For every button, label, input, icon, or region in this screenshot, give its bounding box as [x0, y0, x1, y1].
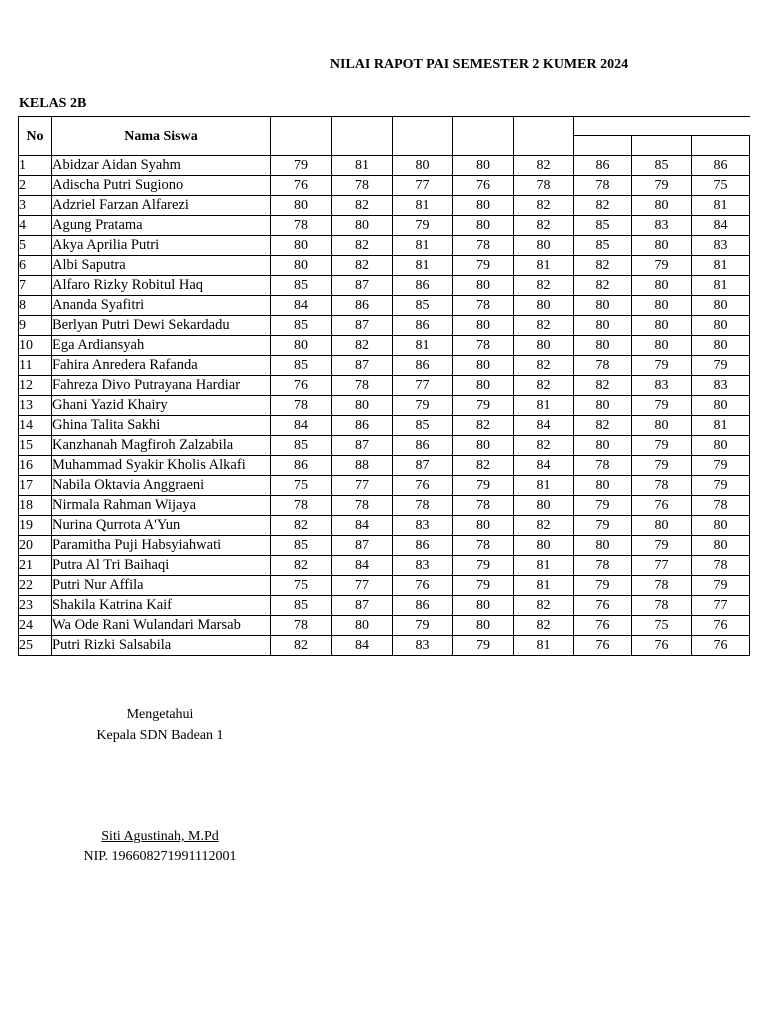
score-cell: 78: [453, 536, 514, 556]
table-row: [19, 196, 750, 216]
table-row: [19, 356, 750, 376]
score-cell: 79: [632, 436, 692, 456]
score-cell: 78: [574, 356, 632, 376]
table-row: [19, 156, 750, 176]
row-number: 15: [19, 436, 52, 456]
score-cell: 76: [692, 616, 750, 636]
score-cell: 79: [632, 256, 692, 276]
row-number: 5: [19, 236, 52, 256]
score-cell: 80: [453, 196, 514, 216]
row-number: 13: [19, 396, 52, 416]
student-name: Muhammad Syakir Kholis Alkafi: [52, 456, 271, 476]
student-name: Fahreza Divo Putrayana Hardiar: [52, 376, 271, 396]
score-cell: 82: [514, 316, 574, 336]
score-cell: 80: [632, 276, 692, 296]
score-cell: 76: [453, 176, 514, 196]
score-cell: 79: [574, 576, 632, 596]
header-empty-cell: [332, 117, 393, 156]
score-cell: 86: [393, 536, 453, 556]
score-cell: 85: [271, 436, 332, 456]
score-cell: 80: [692, 296, 750, 316]
table-row: [19, 376, 750, 396]
score-cell: 80: [632, 236, 692, 256]
score-cell: 81: [393, 256, 453, 276]
row-number: 17: [19, 476, 52, 496]
score-cell: 78: [453, 496, 514, 516]
row-number: 11: [19, 356, 52, 376]
score-cell: 79: [453, 636, 514, 656]
score-cell: 85: [271, 596, 332, 616]
score-cell: 86: [393, 276, 453, 296]
score-cell: 86: [574, 156, 632, 176]
signature-position: Kepala SDN Badean 1: [96, 728, 224, 743]
score-cell: 82: [514, 516, 574, 536]
score-cell: 80: [453, 276, 514, 296]
score-cell: 78: [632, 596, 692, 616]
score-cell: 79: [574, 516, 632, 536]
score-cell: 82: [514, 356, 574, 376]
score-cell: 77: [332, 576, 393, 596]
score-cell: 78: [453, 236, 514, 256]
row-number: 9: [19, 316, 52, 336]
signature-acknowledged: Mengetahui: [126, 707, 194, 722]
score-cell: 82: [574, 196, 632, 216]
score-cell: 82: [514, 376, 574, 396]
signature-name: Siti Agustinah, M.Pd: [101, 829, 219, 844]
score-cell: 79: [692, 456, 750, 476]
score-cell: 80: [514, 496, 574, 516]
score-cell: 87: [332, 596, 393, 616]
score-cell: 84: [332, 636, 393, 656]
score-cell: 79: [632, 536, 692, 556]
student-name: Adischa Putri Sugiono: [52, 176, 271, 196]
score-cell: 80: [453, 376, 514, 396]
score-cell: 78: [632, 576, 692, 596]
score-cell: 76: [632, 636, 692, 656]
table-row: [19, 596, 750, 616]
row-number: 24: [19, 616, 52, 636]
student-name: Akya Aprilia Putri: [52, 236, 271, 256]
score-cell: 80: [453, 436, 514, 456]
row-number: 12: [19, 376, 52, 396]
table-row: [19, 296, 750, 316]
row-number: 4: [19, 216, 52, 236]
score-cell: 80: [574, 296, 632, 316]
score-cell: 81: [692, 196, 750, 216]
score-cell: 86: [332, 416, 393, 436]
score-cell: 82: [514, 276, 574, 296]
table-row: [19, 396, 750, 416]
student-name: Albi Saputra: [52, 256, 271, 276]
table-row: [19, 436, 750, 456]
score-cell: 80: [393, 156, 453, 176]
row-number: 6: [19, 256, 52, 276]
score-cell: 82: [332, 196, 393, 216]
row-number: 20: [19, 536, 52, 556]
table-row: [19, 456, 750, 476]
student-name: Abidzar Aidan Syahm: [52, 156, 271, 176]
score-cell: 79: [453, 396, 514, 416]
score-cell: 88: [332, 456, 393, 476]
row-number: 10: [19, 336, 52, 356]
row-number: 18: [19, 496, 52, 516]
row-number: 1: [19, 156, 52, 176]
student-name: Fahira Anredera Rafanda: [52, 356, 271, 376]
score-cell: 85: [271, 356, 332, 376]
score-cell: 82: [453, 416, 514, 436]
score-cell: 77: [632, 556, 692, 576]
score-cell: 76: [574, 596, 632, 616]
table-row: [19, 636, 750, 656]
row-number: 14: [19, 416, 52, 436]
score-cell: 83: [393, 556, 453, 576]
score-cell: 78: [271, 616, 332, 636]
score-cell: 80: [692, 336, 750, 356]
score-cell: 75: [271, 476, 332, 496]
score-cell: 80: [453, 516, 514, 536]
student-name: Paramitha Puji Habsyiahwati: [52, 536, 271, 556]
score-cell: 80: [514, 536, 574, 556]
header-empty-cell: [692, 136, 750, 156]
score-cell: 79: [692, 476, 750, 496]
score-cell: 76: [574, 616, 632, 636]
score-cell: 81: [393, 336, 453, 356]
score-cell: 78: [332, 496, 393, 516]
student-name: Kanzhanah Magfiroh Zalzabila: [52, 436, 271, 456]
score-cell: 82: [574, 256, 632, 276]
score-cell: 81: [393, 236, 453, 256]
score-cell: 84: [271, 416, 332, 436]
score-cell: 80: [692, 316, 750, 336]
score-cell: 81: [692, 256, 750, 276]
header-empty-cell: [393, 117, 453, 156]
score-cell: 80: [271, 236, 332, 256]
score-cell: 78: [271, 496, 332, 516]
header-empty-cell: [271, 117, 332, 156]
score-cell: 80: [332, 616, 393, 636]
score-cell: 78: [332, 376, 393, 396]
table-row: [19, 576, 750, 596]
score-cell: 80: [574, 536, 632, 556]
row-number: 21: [19, 556, 52, 576]
score-cell: 81: [514, 396, 574, 416]
score-cell: 81: [514, 636, 574, 656]
score-cell: 82: [514, 156, 574, 176]
table-header-row: [19, 117, 750, 136]
score-cell: 77: [692, 596, 750, 616]
score-cell: 86: [271, 456, 332, 476]
score-cell: 79: [692, 576, 750, 596]
score-cell: 80: [332, 396, 393, 416]
table-row: [19, 536, 750, 556]
table-row: [19, 516, 750, 536]
score-cell: 82: [514, 196, 574, 216]
header-name: Nama Siswa: [52, 117, 271, 156]
score-cell: 78: [574, 456, 632, 476]
student-name: Nurina Qurrota A'Yun: [52, 516, 271, 536]
score-cell: 82: [271, 556, 332, 576]
score-cell: 75: [632, 616, 692, 636]
row-number: 16: [19, 456, 52, 476]
score-cell: 76: [632, 496, 692, 516]
score-cell: 78: [632, 476, 692, 496]
score-cell: 86: [393, 316, 453, 336]
score-cell: 85: [393, 416, 453, 436]
score-cell: 80: [574, 316, 632, 336]
score-cell: 79: [271, 156, 332, 176]
table-row: [19, 616, 750, 636]
table-row: [19, 276, 750, 296]
score-cell: 76: [692, 636, 750, 656]
score-cell: 79: [632, 396, 692, 416]
score-cell: 79: [453, 576, 514, 596]
score-cell: 79: [453, 256, 514, 276]
score-cell: 76: [271, 376, 332, 396]
score-cell: 82: [332, 336, 393, 356]
score-cell: 82: [514, 436, 574, 456]
student-name: Wa Ode Rani Wulandari Marsab: [52, 616, 271, 636]
score-cell: 80: [632, 296, 692, 316]
score-cell: 86: [393, 596, 453, 616]
table-row: [19, 496, 750, 516]
score-cell: 79: [393, 216, 453, 236]
score-cell: 81: [514, 256, 574, 276]
student-name: Agung Pratama: [52, 216, 271, 236]
score-cell: 76: [393, 576, 453, 596]
signature-nip: NIP. 196608271991112001: [83, 849, 237, 864]
score-cell: 79: [574, 496, 632, 516]
header-empty-cell: [632, 136, 692, 156]
score-cell: 80: [453, 596, 514, 616]
table-row: [19, 316, 750, 336]
student-name: Alfaro Rizky Robitul Haq: [52, 276, 271, 296]
student-name: Ega Ardiansyah: [52, 336, 271, 356]
score-cell: 78: [332, 176, 393, 196]
header-empty-cell: [453, 117, 514, 156]
score-cell: 86: [393, 356, 453, 376]
row-number: 23: [19, 596, 52, 616]
score-cell: 87: [332, 276, 393, 296]
student-name: Putri Nur Affila: [52, 576, 271, 596]
score-cell: 82: [271, 636, 332, 656]
score-cell: 78: [692, 556, 750, 576]
score-cell: 78: [692, 496, 750, 516]
score-cell: 80: [692, 396, 750, 416]
header-empty-cell: [574, 117, 750, 136]
score-cell: 76: [271, 176, 332, 196]
table-row: [19, 476, 750, 496]
header-empty-cell: [514, 117, 574, 156]
class-label: KELAS 2B: [19, 96, 87, 111]
score-cell: 82: [332, 236, 393, 256]
score-cell: 80: [574, 396, 632, 416]
score-cell: 87: [332, 316, 393, 336]
score-cell: 80: [574, 476, 632, 496]
score-cell: 78: [271, 396, 332, 416]
score-cell: 83: [393, 516, 453, 536]
score-cell: 80: [632, 196, 692, 216]
score-cell: 77: [393, 376, 453, 396]
score-cell: 83: [632, 216, 692, 236]
score-cell: 86: [332, 296, 393, 316]
grades-table: [18, 116, 750, 656]
score-cell: 79: [632, 456, 692, 476]
score-cell: 79: [692, 356, 750, 376]
score-cell: 80: [453, 156, 514, 176]
score-cell: 75: [271, 576, 332, 596]
row-number: 22: [19, 576, 52, 596]
score-cell: 76: [393, 476, 453, 496]
score-cell: 80: [514, 336, 574, 356]
score-cell: 83: [692, 236, 750, 256]
score-cell: 84: [332, 516, 393, 536]
row-number: 7: [19, 276, 52, 296]
student-name: Nabila Oktavia Anggraeni: [52, 476, 271, 496]
score-cell: 80: [453, 356, 514, 376]
score-cell: 78: [453, 296, 514, 316]
score-cell: 79: [393, 396, 453, 416]
score-cell: 79: [632, 356, 692, 376]
score-cell: 80: [453, 216, 514, 236]
score-cell: 79: [453, 476, 514, 496]
score-cell: 86: [393, 436, 453, 456]
student-name: Nirmala Rahman Wijaya: [52, 496, 271, 516]
score-cell: 80: [574, 436, 632, 456]
score-cell: 80: [574, 336, 632, 356]
score-cell: 80: [632, 336, 692, 356]
score-cell: 80: [514, 296, 574, 316]
row-number: 8: [19, 296, 52, 316]
header-no: No: [19, 117, 52, 156]
score-cell: 78: [574, 556, 632, 576]
score-cell: 76: [574, 636, 632, 656]
score-cell: 81: [514, 476, 574, 496]
student-name: Putra Al Tri Baihaqi: [52, 556, 271, 576]
score-cell: 84: [271, 296, 332, 316]
score-cell: 80: [453, 316, 514, 336]
score-cell: 78: [514, 176, 574, 196]
row-number: 19: [19, 516, 52, 536]
score-cell: 78: [271, 216, 332, 236]
score-cell: 82: [574, 416, 632, 436]
table-row: [19, 236, 750, 256]
score-cell: 80: [632, 316, 692, 336]
student-name: Shakila Katrina Kaif: [52, 596, 271, 616]
score-cell: 81: [332, 156, 393, 176]
score-cell: 85: [574, 236, 632, 256]
score-cell: 84: [332, 556, 393, 576]
score-cell: 80: [514, 236, 574, 256]
score-cell: 84: [692, 216, 750, 236]
score-cell: 79: [453, 556, 514, 576]
score-cell: 79: [632, 176, 692, 196]
score-cell: 82: [574, 276, 632, 296]
table-row: [19, 256, 750, 276]
table-row: [19, 216, 750, 236]
row-number: 3: [19, 196, 52, 216]
score-cell: 86: [692, 156, 750, 176]
row-number: 2: [19, 176, 52, 196]
score-cell: 79: [393, 616, 453, 636]
score-cell: 81: [514, 556, 574, 576]
score-cell: 80: [692, 516, 750, 536]
score-cell: 81: [692, 416, 750, 436]
table-row: [19, 336, 750, 356]
score-cell: 85: [271, 316, 332, 336]
score-cell: 85: [632, 156, 692, 176]
score-cell: 80: [271, 256, 332, 276]
score-cell: 83: [393, 636, 453, 656]
score-cell: 87: [393, 456, 453, 476]
student-name: Ghina Talita Sakhi: [52, 416, 271, 436]
score-cell: 82: [514, 616, 574, 636]
score-cell: 82: [453, 456, 514, 476]
score-cell: 78: [453, 336, 514, 356]
student-name: Ananda Syafitri: [52, 296, 271, 316]
score-cell: 85: [393, 296, 453, 316]
score-cell: 80: [453, 616, 514, 636]
score-cell: 82: [332, 256, 393, 276]
score-cell: 87: [332, 436, 393, 456]
score-cell: 84: [514, 456, 574, 476]
score-cell: 83: [632, 376, 692, 396]
score-cell: 81: [393, 196, 453, 216]
table-row: [19, 416, 750, 436]
score-cell: 78: [574, 176, 632, 196]
score-cell: 80: [632, 416, 692, 436]
row-number: 25: [19, 636, 52, 656]
score-cell: 78: [393, 496, 453, 516]
score-cell: 80: [632, 516, 692, 536]
score-cell: 82: [514, 216, 574, 236]
score-cell: 75: [692, 176, 750, 196]
score-cell: 80: [332, 216, 393, 236]
student-name: Putri Rizki Salsabila: [52, 636, 271, 656]
score-cell: 84: [514, 416, 574, 436]
score-cell: 80: [271, 196, 332, 216]
score-cell: 82: [271, 516, 332, 536]
score-cell: 85: [271, 276, 332, 296]
score-cell: 80: [692, 436, 750, 456]
score-cell: 81: [692, 276, 750, 296]
score-cell: 77: [332, 476, 393, 496]
table-row: [19, 176, 750, 196]
score-cell: 85: [574, 216, 632, 236]
document-title: NILAI RAPOT PAI SEMESTER 2 KUMER 2024: [329, 57, 629, 72]
score-cell: 87: [332, 536, 393, 556]
student-name: Berlyan Putri Dewi Sekardadu: [52, 316, 271, 336]
table-row: [19, 556, 750, 576]
score-cell: 80: [271, 336, 332, 356]
score-cell: 77: [393, 176, 453, 196]
score-cell: 81: [514, 576, 574, 596]
score-cell: 82: [574, 376, 632, 396]
header-empty-cell: [574, 136, 632, 156]
score-cell: 80: [692, 536, 750, 556]
student-name: Adzriel Farzan Alfarezi: [52, 196, 271, 216]
score-cell: 87: [332, 356, 393, 376]
score-cell: 85: [271, 536, 332, 556]
signature-name-wrap: [60, 829, 260, 845]
score-cell: 83: [692, 376, 750, 396]
score-cell: 82: [514, 596, 574, 616]
student-name: Ghani Yazid Khairy: [52, 396, 271, 416]
